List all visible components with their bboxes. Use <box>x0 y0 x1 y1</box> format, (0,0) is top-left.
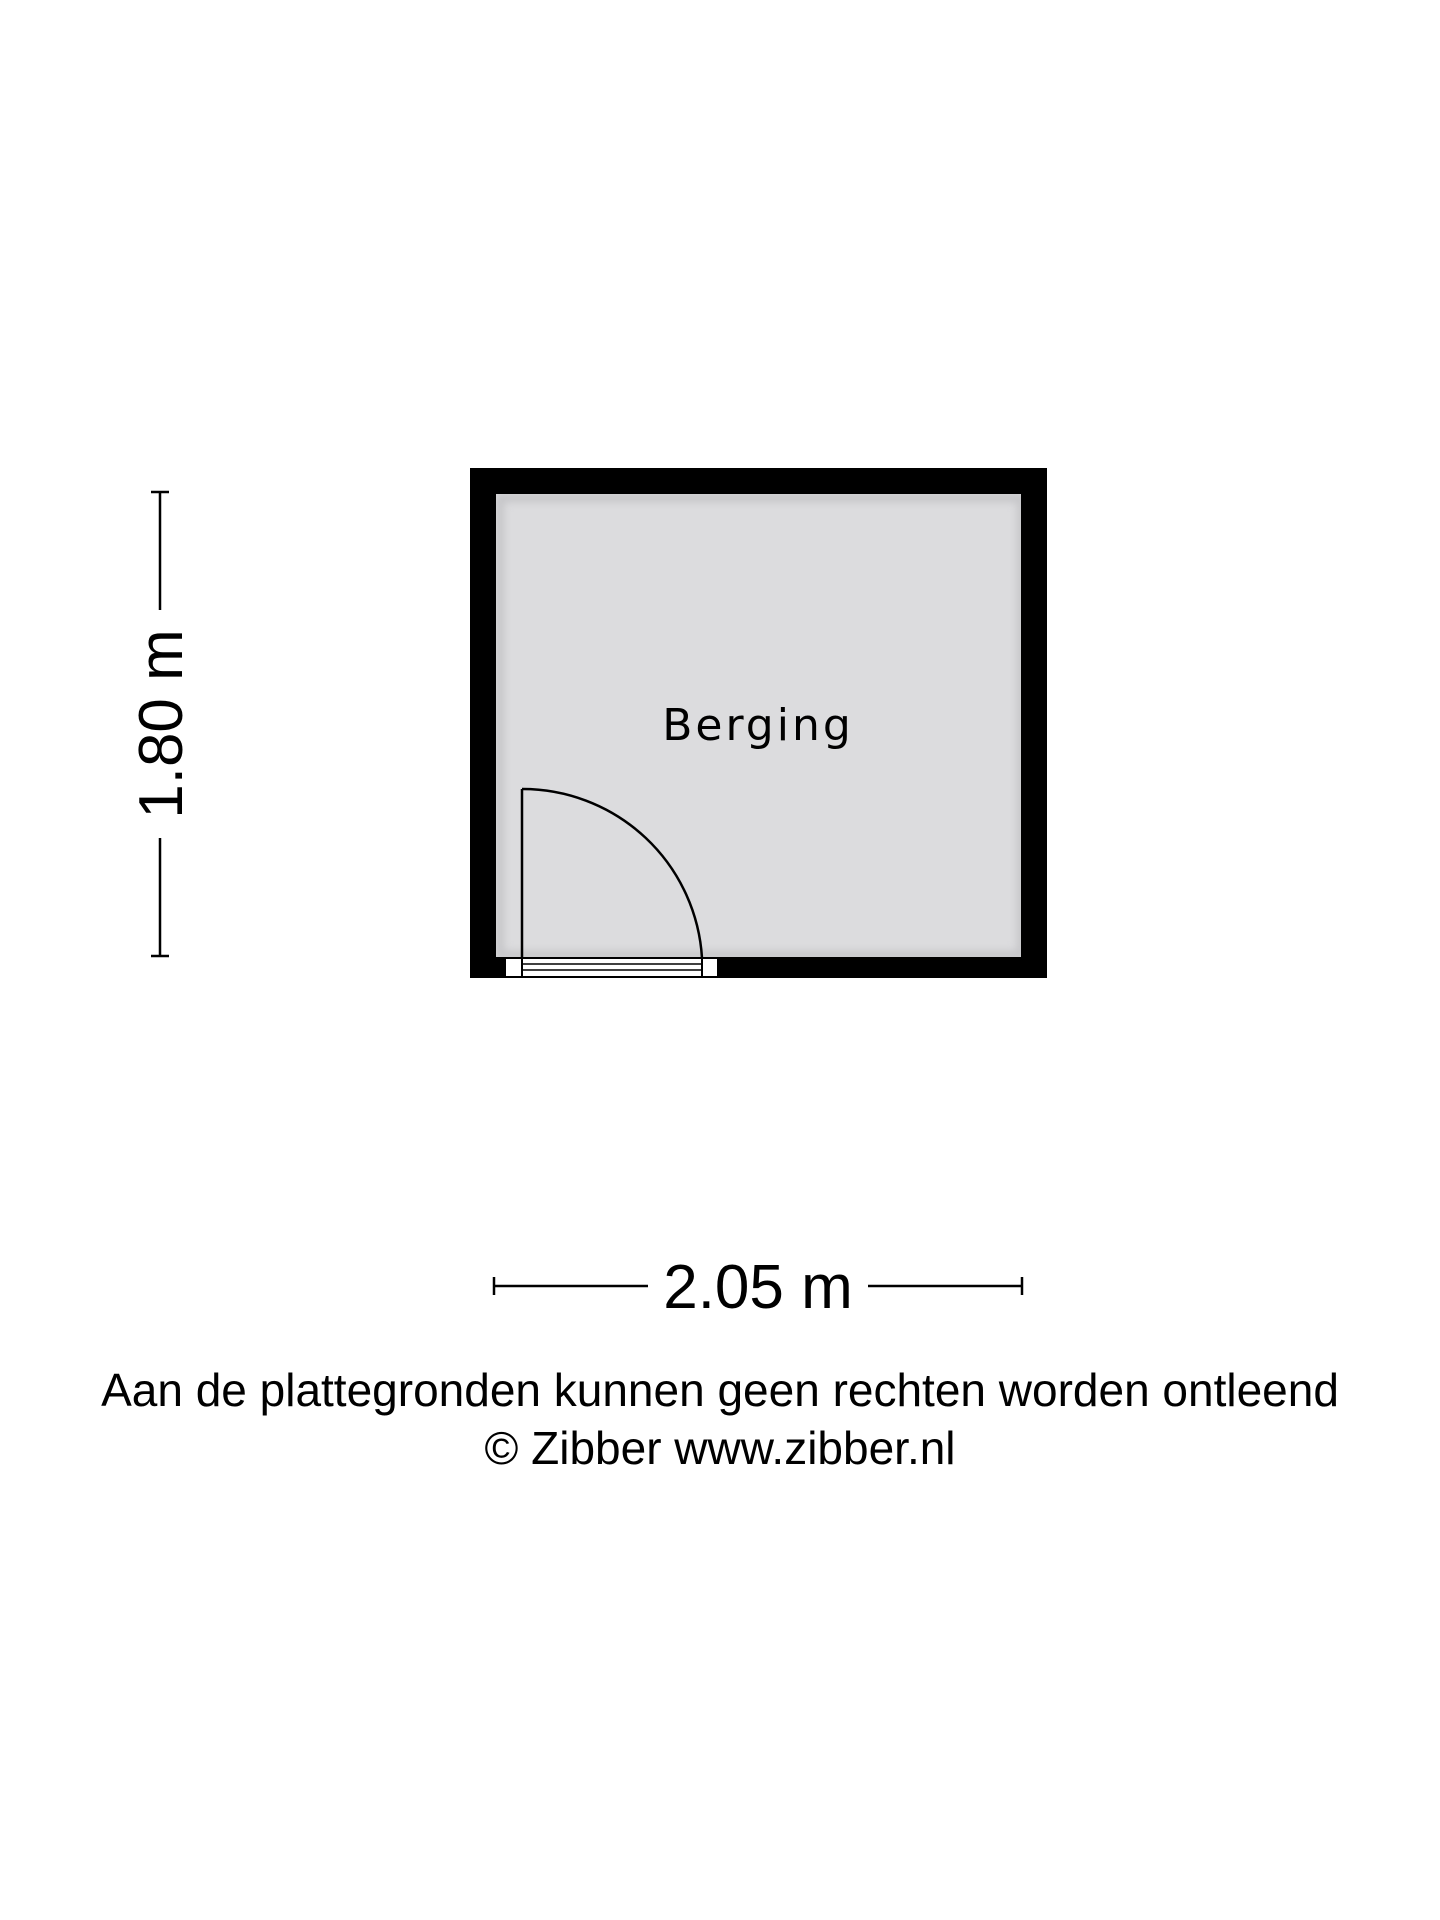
wall-bottom-left <box>470 957 505 978</box>
wall-bottom-right <box>718 957 1047 978</box>
room-label-berging: Berging <box>662 700 854 751</box>
width-dimension-label: 2.05 m <box>663 1253 853 1322</box>
copyright-text: © Zibber www.zibber.nl <box>484 1422 956 1474</box>
door-jamb-left <box>505 958 522 977</box>
wall-right <box>1021 468 1047 978</box>
wall-left <box>470 468 496 978</box>
disclaimer-text: Aan de plattegronden kunnen geen rechten worden ontleend <box>101 1364 1339 1416</box>
wall-top <box>470 468 1047 494</box>
height-dimension-label: 1.80 m <box>127 629 196 819</box>
door-threshold <box>505 958 718 977</box>
door-jamb-right <box>702 958 718 977</box>
